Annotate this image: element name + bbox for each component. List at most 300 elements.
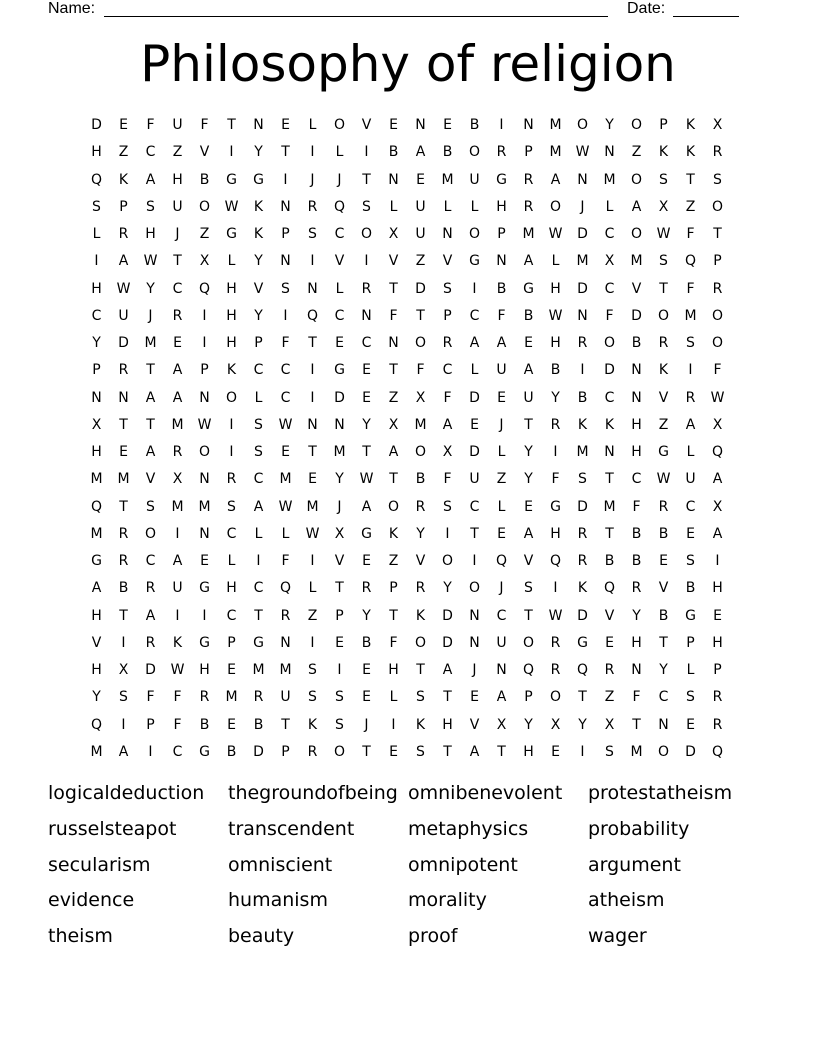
grid-letter: O: [225, 389, 238, 406]
grid-letter: A: [442, 662, 453, 679]
grid-letter: K: [577, 416, 588, 433]
grid-letter: H: [550, 525, 561, 542]
grid-letter: F: [551, 471, 560, 488]
grid-letter: Y: [659, 662, 668, 679]
grid-letter: N: [361, 307, 372, 324]
grid-row: [83, 139, 731, 166]
grid-letter: F: [173, 689, 182, 706]
grid-letter: B: [253, 716, 264, 733]
grid-letter: E: [362, 362, 371, 379]
grid-letter: F: [389, 307, 398, 324]
grid-row: [83, 167, 731, 194]
grid-letter: B: [361, 634, 372, 651]
grid-letter: C: [145, 144, 156, 161]
grid-letter: S: [659, 253, 668, 270]
word-list-item: atheism: [588, 889, 665, 912]
grid-letter: I: [580, 362, 585, 379]
grid-letter: W: [278, 498, 293, 515]
grid-letter: A: [523, 525, 534, 542]
grid-letter: R: [118, 553, 129, 570]
grid-letter: I: [229, 444, 234, 461]
grid-letter: I: [310, 634, 315, 651]
grid-letter: N: [199, 389, 210, 406]
grid-letter: T: [389, 362, 398, 379]
grid-letter: P: [443, 307, 452, 324]
grid-letter: G: [496, 171, 507, 188]
grid-letter: K: [253, 198, 264, 215]
grid-letter: V: [145, 471, 156, 488]
grid-letter: X: [388, 226, 399, 243]
grid-letter: R: [442, 335, 453, 352]
grid-letter: A: [415, 144, 426, 161]
grid-letter: H: [226, 280, 237, 297]
grid-letter: N: [658, 716, 669, 733]
grid-letter: N: [253, 117, 264, 134]
grid-letter: A: [172, 362, 183, 379]
grid-letter: F: [146, 689, 155, 706]
grid-letter: Z: [496, 471, 507, 488]
grid-letter: M: [198, 498, 211, 515]
grid-letter: O: [387, 498, 400, 515]
grid-letter: H: [91, 662, 102, 679]
grid-letter: G: [199, 743, 210, 760]
grid-letter: M: [279, 662, 292, 679]
grid-letter: S: [659, 171, 668, 188]
grid-letter: C: [172, 280, 183, 297]
grid-letter: R: [604, 662, 615, 679]
grid-letter: L: [551, 253, 560, 270]
grid-letter: K: [415, 607, 426, 624]
grid-letter: W: [305, 525, 320, 542]
grid-letter: Z: [604, 689, 615, 706]
word-list-item: omnibenevolent: [408, 782, 563, 804]
grid-letter: I: [553, 444, 558, 461]
grid-letter: J: [337, 171, 342, 188]
grid-letter: I: [472, 280, 477, 297]
grid-letter: V: [415, 553, 426, 570]
grid-letter: M: [90, 743, 103, 760]
grid-letter: R: [253, 689, 264, 706]
word-list-item: humanism: [228, 889, 328, 912]
grid-letter: I: [229, 416, 234, 433]
grid-letter: P: [200, 362, 209, 379]
grid-letter: C: [361, 335, 372, 352]
grid-letter: H: [226, 335, 237, 352]
grid-letter: Y: [362, 607, 371, 624]
grid-letter: Y: [254, 253, 263, 270]
grid-letter: E: [362, 662, 371, 679]
grid-letter: T: [659, 280, 668, 297]
grid-letter: B: [388, 144, 399, 161]
grid-letter: A: [145, 444, 156, 461]
grid-letter: Y: [551, 389, 560, 406]
grid-letter: T: [524, 607, 533, 624]
grid-letter: T: [362, 171, 371, 188]
grid-letter: W: [656, 226, 671, 243]
grid-letter: C: [226, 525, 237, 542]
grid-letter: U: [523, 389, 534, 406]
grid-letter: M: [414, 416, 427, 433]
grid-letter: W: [548, 607, 563, 624]
grid-letter: S: [254, 444, 263, 461]
grid-letter: O: [711, 335, 724, 352]
grid-letter: X: [334, 525, 345, 542]
grid-letter: A: [496, 335, 507, 352]
grid-letter: O: [441, 553, 454, 570]
grid-letter: T: [443, 689, 452, 706]
grid-letter: E: [173, 335, 182, 352]
word-list-item: evidence: [48, 889, 135, 912]
grid-letter: B: [631, 335, 642, 352]
grid-letter: K: [226, 362, 237, 379]
grid-letter: S: [605, 743, 614, 760]
grid-letter: H: [91, 144, 102, 161]
grid-letter: Y: [524, 716, 533, 733]
grid-letter: A: [388, 444, 399, 461]
grid-letter: S: [686, 335, 695, 352]
grid-letter: S: [416, 689, 425, 706]
grid-letter: A: [712, 471, 723, 488]
grid-letter: L: [227, 253, 236, 270]
grid-letter: V: [442, 253, 453, 270]
grid-letter: N: [631, 389, 642, 406]
grid-letter: A: [253, 498, 264, 515]
grid-letter: R: [712, 716, 723, 733]
grid-row: [83, 630, 731, 657]
grid-letter: J: [148, 307, 153, 324]
grid-letter: T: [335, 580, 344, 597]
grid-letter: T: [308, 444, 317, 461]
grid-letter: N: [280, 634, 291, 651]
grid-letter: K: [172, 634, 183, 651]
grid-letter: H: [550, 335, 561, 352]
grid-letter: H: [631, 416, 642, 433]
grid-letter: N: [388, 171, 399, 188]
grid-letter: Y: [578, 716, 587, 733]
grid-letter: R: [523, 198, 534, 215]
page-title: Philosophy of religion: [140, 35, 676, 93]
grid-letter: L: [389, 689, 398, 706]
grid-letter: E: [281, 117, 290, 134]
grid-letter: P: [389, 580, 398, 597]
grid-letter: C: [469, 498, 480, 515]
grid-letter: I: [364, 253, 369, 270]
grid-letter: W: [143, 253, 158, 270]
grid-letter: M: [549, 117, 562, 134]
grid-letter: S: [308, 689, 317, 706]
grid-letter: U: [172, 117, 183, 134]
grid-letter: R: [658, 498, 669, 515]
grid-letter: L: [308, 117, 317, 134]
grid-letter: A: [523, 362, 534, 379]
grid-letter: D: [577, 607, 588, 624]
grid-letter: V: [361, 117, 372, 134]
grid-letter: F: [443, 389, 452, 406]
grid-letter: G: [334, 362, 345, 379]
grid-letter: R: [712, 280, 723, 297]
grid-letter: Q: [684, 253, 697, 270]
grid-letter: A: [469, 335, 480, 352]
grid-letter: D: [253, 743, 264, 760]
grid-letter: P: [92, 362, 101, 379]
grid-letter: N: [469, 607, 480, 624]
grid-letter: E: [119, 444, 128, 461]
grid-letter: L: [443, 198, 452, 215]
grid-letter: J: [310, 171, 315, 188]
date-input-line[interactable]: [673, 0, 739, 17]
grid-letter: S: [119, 689, 128, 706]
grid-letter: Y: [335, 471, 344, 488]
grid-letter: M: [441, 171, 454, 188]
date-label: Date:: [627, 0, 666, 17]
grid-letter: M: [576, 444, 589, 461]
grid-letter: T: [362, 444, 371, 461]
grid-letter: A: [685, 416, 696, 433]
grid-letter: T: [227, 117, 236, 134]
grid-letter: B: [631, 525, 642, 542]
grid-letter: C: [334, 226, 345, 243]
grid-letter: B: [550, 362, 561, 379]
grid-letter: Q: [711, 743, 724, 760]
grid-letter: Q: [90, 716, 103, 733]
grid-letter: Y: [524, 471, 533, 488]
grid-letter: M: [333, 444, 346, 461]
grid-letter: S: [335, 689, 344, 706]
grid-letter: V: [631, 280, 642, 297]
grid-letter: X: [658, 198, 669, 215]
grid-letter: W: [548, 226, 563, 243]
grid-letter: V: [334, 553, 345, 570]
grid-letter: I: [337, 662, 342, 679]
grid-letter: M: [117, 471, 130, 488]
grid-letter: U: [496, 634, 507, 651]
grid-letter: O: [630, 226, 643, 243]
grid-letter: N: [199, 471, 210, 488]
grid-letter: P: [659, 117, 668, 134]
grid-letter: Y: [524, 444, 533, 461]
name-input-line[interactable]: [104, 0, 608, 17]
grid-letter: Z: [685, 198, 696, 215]
grid-letter: K: [685, 117, 696, 134]
grid-letter: L: [281, 525, 290, 542]
grid-letter: L: [335, 144, 344, 161]
grid-letter: N: [604, 444, 615, 461]
grid-letter: W: [359, 471, 374, 488]
grid-letter: T: [389, 471, 398, 488]
grid-letter: T: [281, 144, 290, 161]
grid-letter: E: [227, 662, 236, 679]
grid-letter: T: [173, 253, 182, 270]
grid-letter: N: [280, 198, 291, 215]
grid-letter: T: [524, 416, 533, 433]
word-list-item: metaphysics: [408, 817, 529, 840]
grid-letter: D: [334, 389, 345, 406]
grid-letter: P: [497, 226, 506, 243]
grid-letter: Z: [631, 144, 642, 161]
grid-letter: S: [227, 498, 236, 515]
grid-letter: E: [281, 444, 290, 461]
grid-letter: K: [307, 716, 318, 733]
grid-letter: B: [658, 607, 669, 624]
grid-letter: S: [443, 280, 452, 297]
grid-letter: V: [469, 716, 480, 733]
word-list-item: omnipotent: [408, 853, 518, 876]
grid-letter: U: [415, 198, 426, 215]
grid-row: [83, 357, 731, 384]
grid-letter: E: [389, 743, 398, 760]
grid-letter: V: [388, 253, 399, 270]
grid-letter: L: [686, 662, 695, 679]
grid-letter: U: [469, 171, 480, 188]
grid-letter: D: [442, 634, 453, 651]
grid-letter: X: [442, 444, 453, 461]
grid-letter: F: [146, 117, 155, 134]
word-list-item: beauty: [228, 925, 295, 947]
grid-letter: C: [253, 471, 264, 488]
grid-letter: U: [415, 226, 426, 243]
grid-letter: I: [202, 607, 207, 624]
grid-letter: U: [496, 362, 507, 379]
grid-letter: C: [226, 607, 237, 624]
grid-letter: R: [307, 198, 318, 215]
grid-letter: I: [310, 362, 315, 379]
grid-letter: N: [631, 362, 642, 379]
grid-letter: M: [171, 416, 184, 433]
grid-letter: J: [337, 498, 342, 515]
grid-letter: P: [686, 634, 695, 651]
grid-letter: X: [604, 716, 615, 733]
grid-letter: P: [524, 144, 533, 161]
grid-letter: C: [334, 307, 345, 324]
grid-letter: R: [550, 416, 561, 433]
grid-letter: R: [145, 580, 156, 597]
grid-letter: I: [310, 253, 315, 270]
grid-letter: B: [199, 171, 210, 188]
grid-letter: R: [577, 335, 588, 352]
grid-letter: G: [253, 171, 264, 188]
grid-letter: B: [496, 280, 507, 297]
grid-letter: F: [281, 335, 290, 352]
grid-letter: I: [472, 553, 477, 570]
grid-letter: I: [364, 144, 369, 161]
grid-letter: K: [604, 416, 615, 433]
grid-letter: C: [604, 389, 615, 406]
grid-letter: H: [712, 634, 723, 651]
letter-grid: [83, 112, 731, 766]
grid-letter: W: [548, 307, 563, 324]
grid-letter: E: [335, 335, 344, 352]
grid-letter: A: [118, 253, 129, 270]
grid-letter: G: [226, 226, 237, 243]
grid-letter: R: [361, 280, 372, 297]
grid-letter: V: [658, 580, 669, 597]
grid-row: [83, 194, 731, 221]
grid-letter: B: [199, 716, 210, 733]
grid-letter: T: [119, 416, 128, 433]
grid-letter: C: [253, 362, 264, 379]
grid-letter: A: [523, 253, 534, 270]
grid-letter: Y: [362, 416, 371, 433]
word-list-item: secularism: [48, 853, 151, 876]
grid-row: [83, 330, 731, 357]
grid-letter: I: [310, 553, 315, 570]
grid-letter: P: [524, 689, 533, 706]
grid-letter: J: [580, 198, 585, 215]
grid-letter: D: [469, 389, 480, 406]
grid-letter: A: [91, 580, 102, 597]
grid-letter: S: [146, 198, 155, 215]
grid-letter: Y: [443, 580, 452, 597]
grid-letter: R: [550, 662, 561, 679]
grid-letter: R: [118, 362, 129, 379]
grid-letter: L: [308, 580, 317, 597]
word-list: [48, 778, 768, 957]
grid-letter: G: [226, 171, 237, 188]
grid-letter: A: [496, 689, 507, 706]
grid-letter: Y: [146, 280, 155, 297]
grid-letter: D: [145, 662, 156, 679]
grid-letter: O: [630, 117, 643, 134]
grid-letter: G: [199, 634, 210, 651]
grid-letter: X: [91, 416, 102, 433]
grid-letter: I: [283, 171, 288, 188]
grid-letter: F: [605, 307, 614, 324]
grid-letter: Z: [118, 144, 129, 161]
grid-letter: B: [226, 743, 237, 760]
grid-letter: N: [388, 335, 399, 352]
grid-letter: E: [416, 171, 425, 188]
grid-letter: N: [496, 662, 507, 679]
grid-letter: T: [686, 171, 695, 188]
grid-letter: R: [496, 144, 507, 161]
grid-letter: Q: [198, 280, 211, 297]
grid-letter: Z: [172, 144, 183, 161]
grid-letter: G: [199, 580, 210, 597]
grid-letter: L: [497, 498, 506, 515]
grid-letter: I: [283, 307, 288, 324]
grid-letter: P: [281, 743, 290, 760]
grid-letter: M: [90, 471, 103, 488]
grid-letter: S: [308, 226, 317, 243]
grid-letter: Y: [416, 525, 425, 542]
grid-letter: I: [121, 634, 126, 651]
grid-letter: F: [497, 307, 506, 324]
grid-letter: Q: [306, 307, 319, 324]
grid-letter: C: [469, 307, 480, 324]
grid-letter: T: [443, 743, 452, 760]
grid-letter: D: [442, 607, 453, 624]
grid-letter: I: [94, 253, 99, 270]
grid-letter: T: [146, 416, 155, 433]
grid-letter: R: [118, 226, 129, 243]
word-list-item: protestatheism: [588, 782, 733, 804]
grid-letter: G: [577, 634, 588, 651]
grid-letter: E: [119, 117, 128, 134]
grid-letter: I: [202, 307, 207, 324]
grid-row: [83, 521, 731, 548]
grid-letter: A: [145, 389, 156, 406]
grid-letter: A: [361, 498, 372, 515]
grid-letter: N: [118, 389, 129, 406]
grid-letter: R: [172, 307, 183, 324]
grid-letter: I: [391, 716, 396, 733]
word-list-item: transcendent: [228, 817, 355, 840]
grid-letter: R: [307, 743, 318, 760]
grid-letter: N: [280, 253, 291, 270]
grid-letter: M: [279, 471, 292, 488]
grid-letter: N: [199, 525, 210, 542]
grid-letter: A: [550, 171, 561, 188]
